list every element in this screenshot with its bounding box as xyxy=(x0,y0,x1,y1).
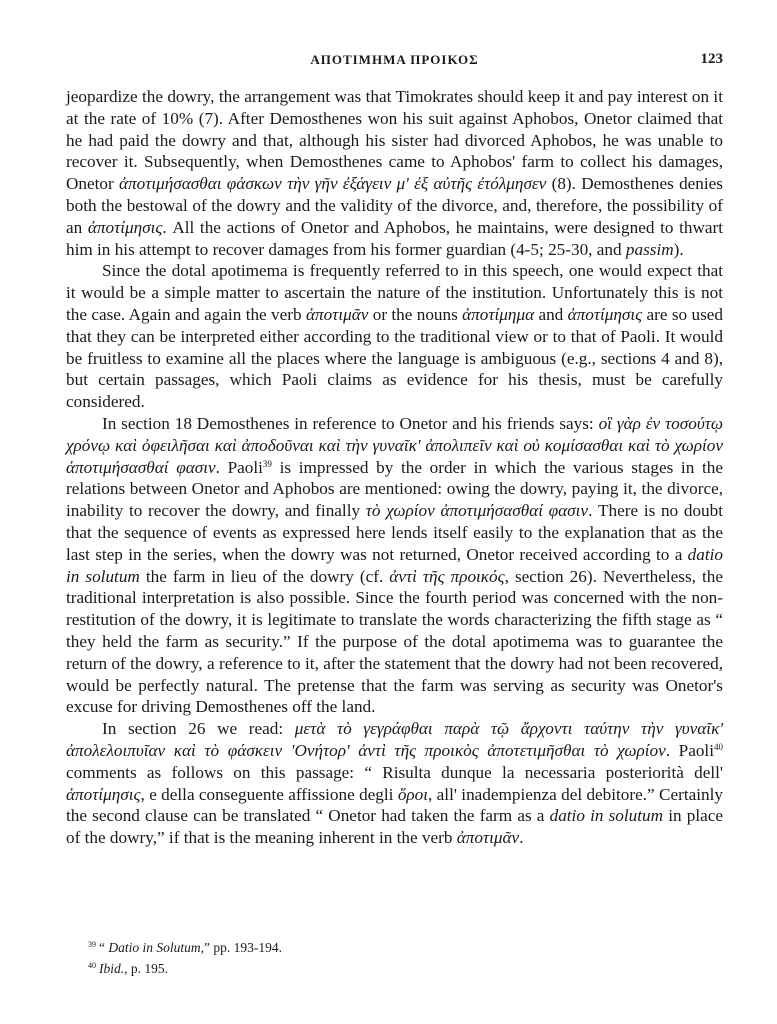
text-run: are so used that they can be interpreted either according to the traditional view or to that of Paoli. It would be fruitless to examine all the places where the language is ambiguous (e.g., sections 4 and 8), but certain passages, which Paoli claims as evidence for his thesis, must be carefully considered. xyxy=(66,304,723,412)
greek-quote: τὸ χωρίον ἀποτιμήσασθαί φασιν xyxy=(365,501,589,521)
greek-term: ἀποτίμησις xyxy=(87,217,163,237)
greek-term: ἀποτιμᾶν xyxy=(305,304,369,324)
paragraph-1 xyxy=(66,86,723,260)
greek-quote: οἳ γὰρ ἐν τοσούτῳ χρόνῳ καὶ ὀφειλῆσαι καὶ ἀποδοῦναι καὶ τὴν γυναῖκ' ἀπολιπεῖν καὶ οὐ κομίσασθαι καὶ τὸ χωρίον ἀποτιμήσασθαί φασιν xyxy=(66,413,723,477)
footnote-number: 40 xyxy=(88,961,96,970)
footnote-title: Datio in Solutum, xyxy=(108,940,205,955)
text-run: and xyxy=(534,304,568,324)
text-run: Since the dotal apotimema is frequently referred to in this speech, one would expect that it would be a simple matter to ascertain the nature of the institution. Unfortunately this is not the case. Again and again the verb xyxy=(66,261,723,324)
greek-term: ἀποτίμησις xyxy=(567,304,643,324)
paragraph-2 xyxy=(66,260,723,413)
text-run: In section 18 Demosthenes in reference to Onetor and his friends says: xyxy=(102,413,599,433)
text-run: , all' inadempienza del debitore.” Certainly the second clause can be translated “ Onetor had taken the farm as a xyxy=(66,784,723,826)
running-head xyxy=(66,52,723,74)
footnote-40 xyxy=(88,957,688,978)
footnote-title: Ibid. xyxy=(99,961,125,976)
footnotes xyxy=(88,936,688,978)
text-run: . There is no doubt that the sequence of events as expressed here lends itself easily to the explanation that as the last step in the series, when the dowry was not returned, Onetor received according to a xyxy=(66,501,723,564)
text-run: . Paoli xyxy=(665,740,714,760)
text-run: (8). Demosthenes denies both the bestowal of the dowry and the validity of the divorce, and, therefore, the possibility of an xyxy=(66,174,723,237)
paragraph-4 xyxy=(66,718,723,849)
text-run: comments as follows on this passage: “ Risulta dunque la necessaria posteriorità dell' xyxy=(66,762,723,782)
text-run: . xyxy=(519,828,524,848)
italic-term: datio in solutum xyxy=(66,544,723,586)
text-run: jeopardize the dowry, the arrangement was that Timokrates should keep it and pay interest on it at the rate of 10% (7). After Demosthenes won his suit against Aphobos, Onetor claimed that he had paid the dowry and that, although his sister had divorced Aphobos, he was unable to recover it. Subsequently, when Demosthenes came to Aphobos' farm to collect his damages, Onetor xyxy=(66,87,723,194)
text-run: . All the actions of Onetor and Aphobos, he maintains, were designed to thwart him in his attempt to recover damages from his former guardian (4-5; 25-30, and xyxy=(66,217,723,259)
page-number: 123 xyxy=(700,51,723,67)
italic-term: passim xyxy=(625,239,674,259)
body-text xyxy=(66,86,723,849)
text-run: ). xyxy=(673,239,684,259)
greek-term: ἀποτίμημα xyxy=(462,304,535,324)
text-run: the farm in lieu of the dowry (cf. xyxy=(139,566,390,586)
running-title: ΑΠΟΤΙΜΗΜΑ ΠΡΟΙΚΟΣ xyxy=(310,52,479,67)
text-run: , section 26). Nevertheless, the traditional interpretation is also possible. Since the fourth period was concerned with the non-restitution of the dowry, it is legitimate to translate the words characterizing the fifth stage as “ they held the farm as security.” If the purpose of the dotal apotimema was to guarantee the return of the dowry, a reference to it, after the statement that the dowry had not been recovered, would be perfectly natural. The pretense that the farm was serving as security was Onetor's excuse for driving Demosthenes off the land. xyxy=(66,566,724,717)
footnote-39 xyxy=(88,936,688,957)
footnote-text: , p. 195. xyxy=(124,961,168,976)
greek-term: ὅροι xyxy=(397,784,429,804)
greek-quote: μετὰ τὸ γεγράφθαι παρὰ τῷ ἄρχοντι ταύτην τὴν γυναῖκ' ἀπολελοιπυῖαν καὶ τὸ φάσκειν 'Ονήτορ' ἀντὶ τῆς προικὸς ἀποτετιμῆσθαι τὸ χωρίον xyxy=(66,719,723,760)
italic-term: datio in solutum xyxy=(549,806,664,826)
text-run: or the nouns xyxy=(368,304,463,324)
text-run: . Paoli xyxy=(215,457,263,477)
text-run: In section 26 we read: xyxy=(102,719,295,739)
footnote-text: ” pp. 193-194. xyxy=(204,940,283,955)
text-run: , e della conseguente affissione degli xyxy=(140,784,398,804)
paragraph-3 xyxy=(66,413,723,718)
text-run: is impressed by the order in which the various stages in the relations between Onetor and Aphobos are mentioned: owing the dowry, paying it, the divorce, inability to recover the dowry, and finally xyxy=(66,457,723,521)
greek-term: ἀντὶ τῆς προικός xyxy=(389,566,505,586)
text-run: in place of the dowry,” if that is the meaning inherent in the verb xyxy=(66,806,724,848)
greek-term: ἀποτίμησις xyxy=(66,784,141,804)
footnote-number: 39 xyxy=(88,940,96,949)
greek-quote: ἀποτιμήσασθαι φάσκων τὴν γῆν ἐξάγειν μ' ἐξ αὐτῆς ἐτόλμησεν xyxy=(119,174,547,194)
greek-term: ἀποτιμᾶν xyxy=(456,828,520,848)
footnote-ref-39[interactable]: 39 xyxy=(262,458,272,469)
footnote-text: “ xyxy=(99,940,109,955)
footnote-ref-40[interactable]: 40 xyxy=(713,741,723,752)
